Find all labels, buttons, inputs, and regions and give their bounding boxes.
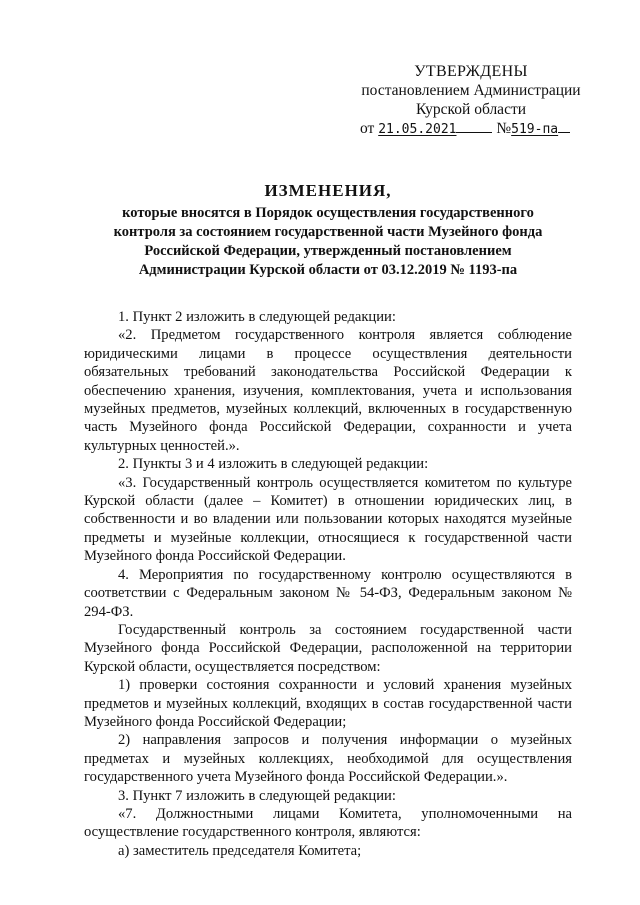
document-body [84,308,572,860]
approval-line-2: Курской области [415,101,527,118]
paragraph: 1) проверки состояния сохранности и условий хранения музейных предметов и музейных коллекций, входящих в состав государственной части Музейного фонда Российской Федерации; [84,677,572,730]
paragraph: 1. Пункт 2 изложить в следующей редакции: [118,309,396,325]
paragraph: «7. Должностными лицами Комитета, уполномоченными на осуществление государственного контроля, являются: [84,805,572,841]
approval-number: 519-па [511,122,559,137]
approval-date-line [356,119,586,139]
paragraph: «3. Государственный контроль осуществляется комитетом по культуре Курской области (далее – Комитет) в отношении юридических лиц, в собственности и во владении или пользовании которых находятся музейные предметы и музейные коллекции, относящиеся к государственной части Музейного фонда Российской Федерации. [84,474,572,565]
paragraph: 2. Пункты 3 и 4 изложить в следующей редакции: [118,456,429,473]
paragraph: 2) направления запросов и получения информации о музейных предметах и музейных коллекциях, необходимой для осуществления государственного учета Музейного фонда Российской Федерации.». [84,732,572,786]
paragraph: «2. Предметом государственного контроля является соблюдение юридическими лицами в процессе осуществления деятельности обязательных требований законодательства Российской Федерации к обеспечению хранения, изучения, комплектования, учета и использования музейных предметов, музейных коллекций, включенных в государственную часть Музейного фонда Российской Федерации, сохранности и учета культурных ценностей.». [84,327,572,454]
heading-subtitle: которые вносятся в Порядок осуществления государственного контроля за состоянием государственной части Музейного фонда Российской Федерации, утвержденный постановлением Администрации Курской области от 03.12.2019 № 1193-па [113,205,543,278]
paragraph: 4. Мероприятия по государственному контролю осуществляются в соответствии с Федеральным законом № 54-ФЗ, Федеральным законом № 294-ФЗ. [84,566,572,620]
paragraph: Государственный контроль за состоянием государственной части Музейного фонда Российской Федерации, расположенной на территории Курской области, осуществляется посредством: [84,621,572,675]
number-underline [558,120,570,133]
approval-date: 21.05.2021 [378,122,457,137]
approval-title: УТВЕРЖДЕНЫ [414,63,528,80]
paragraph: 3. Пункт 7 изложить в следующей редакции: [118,787,396,804]
date-underline [456,120,492,133]
paragraph: а) заместитель председателя Комитета; [118,842,362,859]
approval-stamp [356,62,586,139]
heading-title: ИЗМЕНЕНИЯ, [264,181,392,200]
approval-line-1: постановлением Администрации [361,82,581,99]
number-prefix: № [496,120,512,137]
document-heading [98,180,558,280]
date-prefix: от [360,120,375,137]
